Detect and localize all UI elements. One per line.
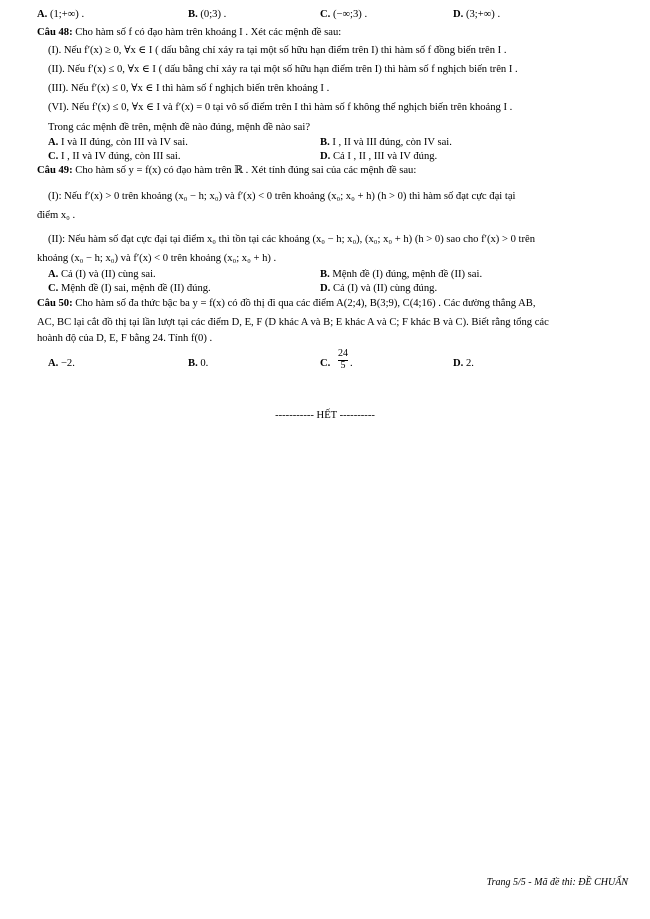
q49-option-b[interactable] [320,268,482,281]
option-label: C. [48,151,59,162]
question-title: Câu 49: [37,165,73,176]
question-title: Câu 50: [37,298,73,309]
fraction-denominator: 5 [340,360,346,371]
q48-statement-1: (I). Nếu f′(x) ≥ 0, ∀x ∈ I ( dấu bằng chỉ xảy ra tại một số hữu hạn điểm trên I) thì hàm số f đồng biến trên I . [48,45,507,56]
q48-statement-4: (VI). Nếu f′(x) ≤ 0, ∀x ∈ I và f′(x) = 0 tại vô số điểm trên I thì hàm số f không thể nghịch biến trên khoảng I . [48,102,513,113]
q50-option-c-tail: . [350,358,353,369]
question-stem: Cho hàm số đa thức bậc ba y = f(x) có đồ thị đi qua các điểm A(2;4), B(3;9), C(4;16) . Các đường thẳng AB, [75,298,536,309]
q48-statement-3: (III). Nếu f′(x) ≤ 0, ∀x ∈ I thì hàm số f nghịch biến trên khoảng I . [48,83,330,94]
q48-question: Trong các mệnh đề trên, mệnh đề nào đúng, mệnh đề nào sai? [48,122,311,133]
q50-option-d[interactable] [453,357,474,370]
q50-stem-2: AC, BC lại cắt đồ thị tại lần lượt tại các điểm D, E, F (D khác A và B; E khác A và C; F khác B và C). Biết rằng tổng các [37,317,549,328]
q48-option-a[interactable] [48,136,188,149]
q47-option-a[interactable] [37,8,84,21]
option-text: Cả I , II , III và IV đúng. [330,151,438,162]
q47-option-d[interactable] [453,8,500,21]
option-label: B. [188,9,198,20]
q49-option-a[interactable] [48,268,156,281]
option-text: I và II đúng, còn III và IV sai. [58,137,188,148]
q49-statement-2b: khoảng (x₀ − h; x₀) và f′(x) < 0 trên khoảng (x₀; x₀ + h) . [37,253,277,264]
q49-statement-2a: (II): Nếu hàm số đạt cực đại tại điểm x₀ thì tồn tại các khoảng (x₀ − h; x₀), (x₀; x₀ + h) (h > 0) sao cho f′(x) > 0 trên [48,234,535,245]
option-label: B. [188,358,198,369]
option-label: D. [453,358,464,369]
option-text: Cả (I) và (II) cùng sai. [58,269,156,280]
q49-option-c[interactable] [48,282,211,295]
option-text: (−∞;3) . [332,9,368,20]
q48-option-d[interactable] [320,150,437,163]
option-label: C. [48,283,59,294]
option-label: C. [320,358,331,369]
q50-option-c[interactable] [320,357,330,370]
q48-option-b[interactable] [320,136,452,149]
q48-option-c[interactable] [48,150,181,163]
q49-statement-1a: (I): Nếu f′(x) > 0 trên khoảng (x₀ − h; x₀) và f′(x) < 0 trên khoảng (x₀; x₀ + h) (h > 0) thì hàm số đạt cực đại tại [48,191,516,202]
q50-stem-1 [37,297,536,310]
option-text: Mệnh đề (I) sai, mệnh đề (II) đúng. [58,283,211,294]
page-footer: Trang 5/5 - Mã đề thi: ĐỀ CHUẨN [486,877,628,888]
option-label: A. [48,269,59,280]
option-label: A. [48,137,59,148]
fraction-numerator: 24 [338,348,348,359]
q48-stem [37,26,341,39]
option-label: C. [320,9,331,20]
option-label: A. [48,358,59,369]
question-stem: Cho hàm số y = f(x) có đạo hàm trên ℝ . Xét tính đúng sai của các mệnh đề sau: [75,165,417,176]
q48-statement-2: (II). Nếu f′(x) ≤ 0, ∀x ∈ I ( dấu bằng chỉ xảy ra tại một số hữu hạn điểm trên I) thì hàm số f nghịch biến trên I . [48,64,518,75]
q49-option-d[interactable] [320,282,437,295]
q47-option-c[interactable] [320,8,367,21]
q50-option-a[interactable] [48,357,75,370]
option-text: (0;3) . [200,9,227,20]
option-label: D. [453,9,464,20]
option-text: (1;+∞) . [49,9,85,20]
option-text: I , II và IV đúng, còn III sai. [58,151,181,162]
option-text: −2. [58,358,75,369]
option-label: B. [320,269,330,280]
option-text: Mệnh đề (I) đúng, mệnh đề (II) sai. [329,269,483,280]
q50-stem-3: hoành độ của D, E, F bằng 24. Tính f(0) . [37,333,213,344]
q50-option-c-fraction [336,349,350,371]
option-text: 0. [197,358,209,369]
q49-stem [37,164,416,177]
q49-statement-1b: điểm x₀ . [37,210,76,221]
end-marker: ----------- HẾT ---------- [275,410,375,421]
option-text: 2. [463,358,474,369]
option-text: (3;+∞) . [465,9,501,20]
option-label: D. [320,283,331,294]
question-stem: Cho hàm số f có đạo hàm trên khoảng I . Xét các mệnh đề sau: [75,27,342,38]
q47-option-b[interactable] [188,8,226,21]
option-label: D. [320,151,331,162]
option-label: B. [320,137,330,148]
option-text: Cả (I) và (II) cùng đúng. [330,283,438,294]
option-label: A. [37,9,48,20]
question-title: Câu 48: [37,27,73,38]
q50-option-b[interactable] [188,357,208,370]
option-text: I , II và III đúng, còn IV sai. [329,137,452,148]
